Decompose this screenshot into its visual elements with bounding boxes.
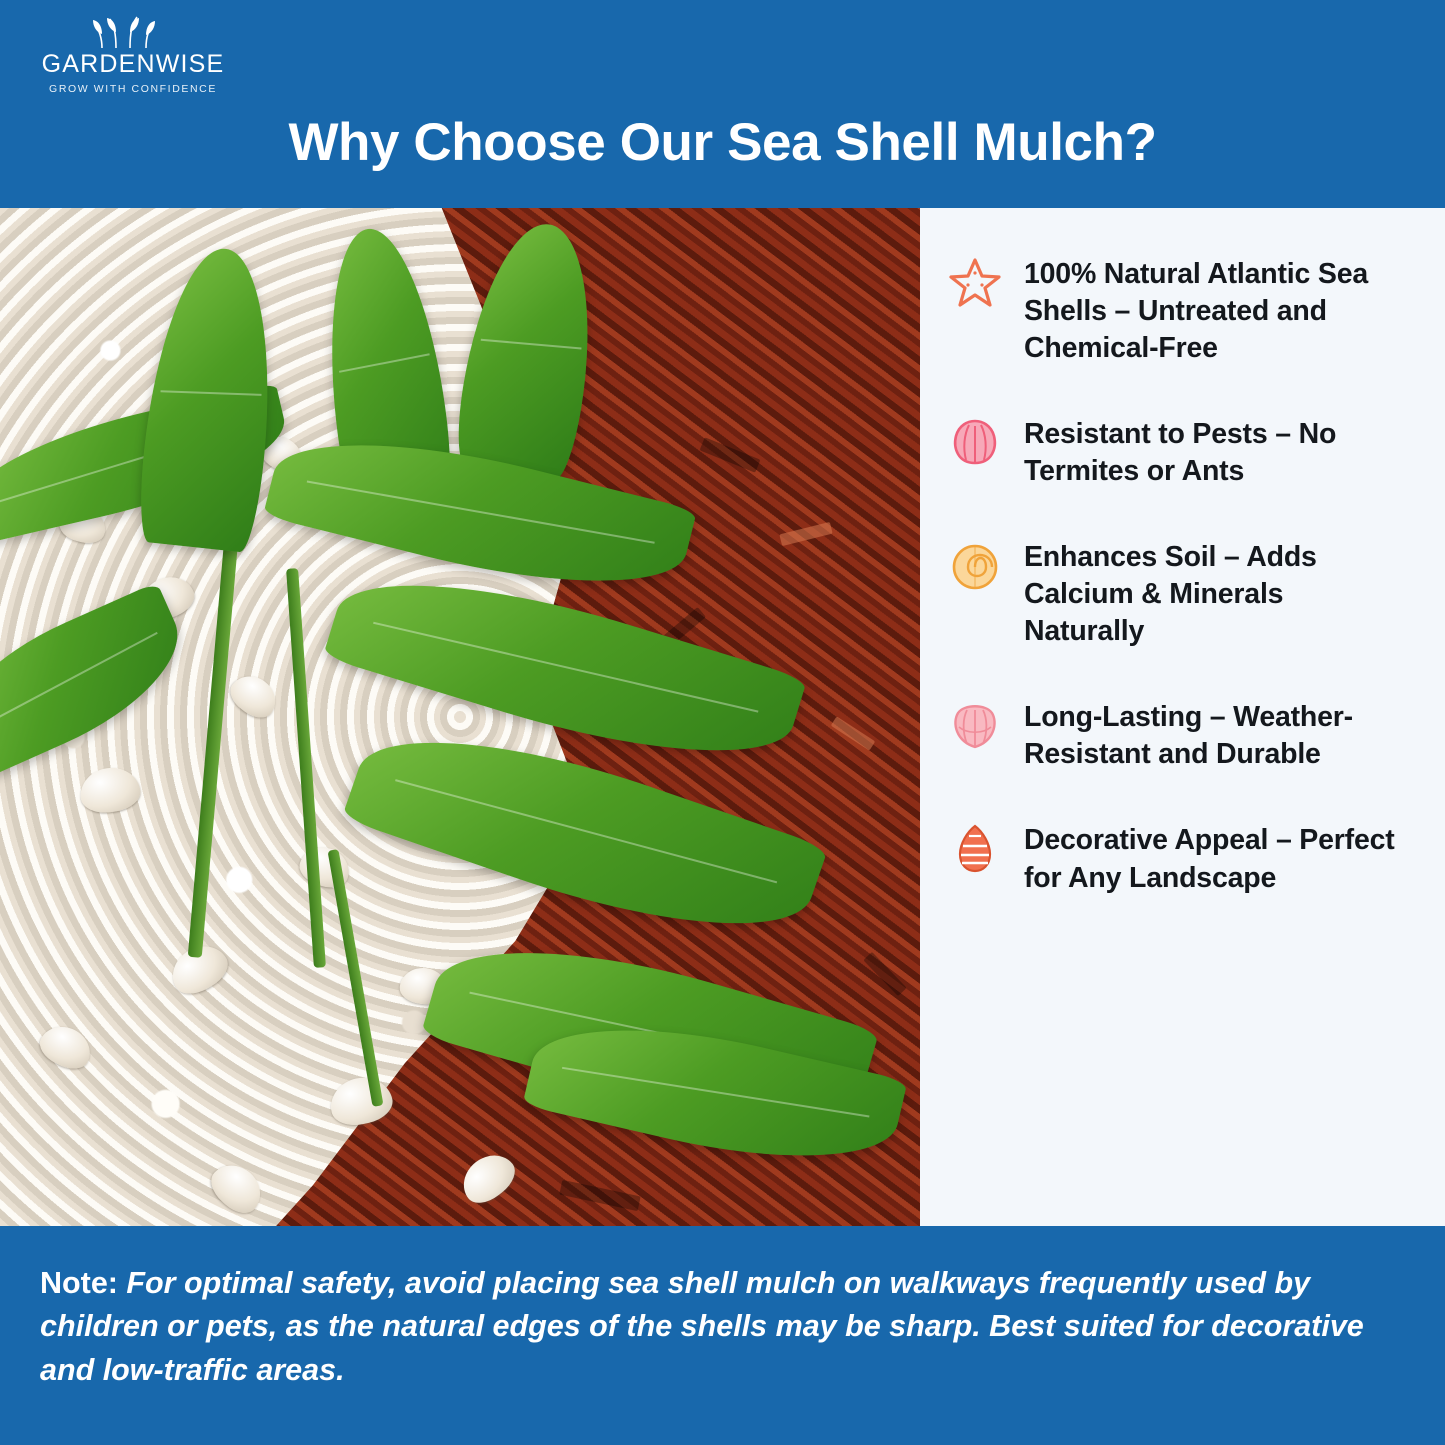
- benefit-item: [946, 697, 1411, 773]
- benefit-label: Long-Lasting – Weather-Resistant and Durable: [1024, 701, 1353, 771]
- content-row: [0, 208, 1445, 1226]
- scallop-shell-icon: [946, 414, 1004, 472]
- nautilus-shell-icon: [946, 537, 1004, 595]
- fan-shell-icon: [946, 697, 1004, 755]
- benefit-label: Resistant to Pests – No Termites or Ants: [1024, 418, 1337, 488]
- conch-shell-icon: [946, 820, 1004, 878]
- note-banner: [0, 1226, 1445, 1445]
- benefit-item: [946, 254, 1411, 367]
- note-body: For optimal safety, avoid placing sea shell mulch on walkways frequently used by children or pets, as the natural edges of the shells may be sharp. Best suited for decorative and low-traffic areas.: [40, 1266, 1364, 1387]
- benefit-item: [946, 414, 1411, 490]
- sprout-leaves-icon: [90, 12, 160, 50]
- brand-logo: [18, 12, 248, 95]
- benefit-label: 100% Natural Atlantic Sea Shells – Untreated and Chemical-Free: [1024, 258, 1368, 365]
- page-title: Why Choose Our Sea Shell Mulch?: [288, 113, 1157, 172]
- sea-shell-mulch-garden-bed-photo: [0, 208, 920, 1226]
- benefit-item: [946, 820, 1411, 896]
- brand-name: GARDENWISE: [41, 50, 225, 78]
- note-label: Note:: [40, 1266, 118, 1300]
- header: [0, 0, 1445, 208]
- starfish-icon: [946, 254, 1004, 312]
- benefit-label: Decorative Appeal – Perfect for Any Landscape: [1024, 824, 1395, 894]
- benefits-list: [920, 208, 1445, 1226]
- benefit-label: Enhances Soil – Adds Calcium & Minerals Naturally: [1024, 541, 1317, 648]
- benefit-item: [946, 537, 1411, 650]
- brand-tagline: GROW WITH CONFIDENCE: [49, 83, 217, 95]
- note-text: [40, 1262, 1399, 1392]
